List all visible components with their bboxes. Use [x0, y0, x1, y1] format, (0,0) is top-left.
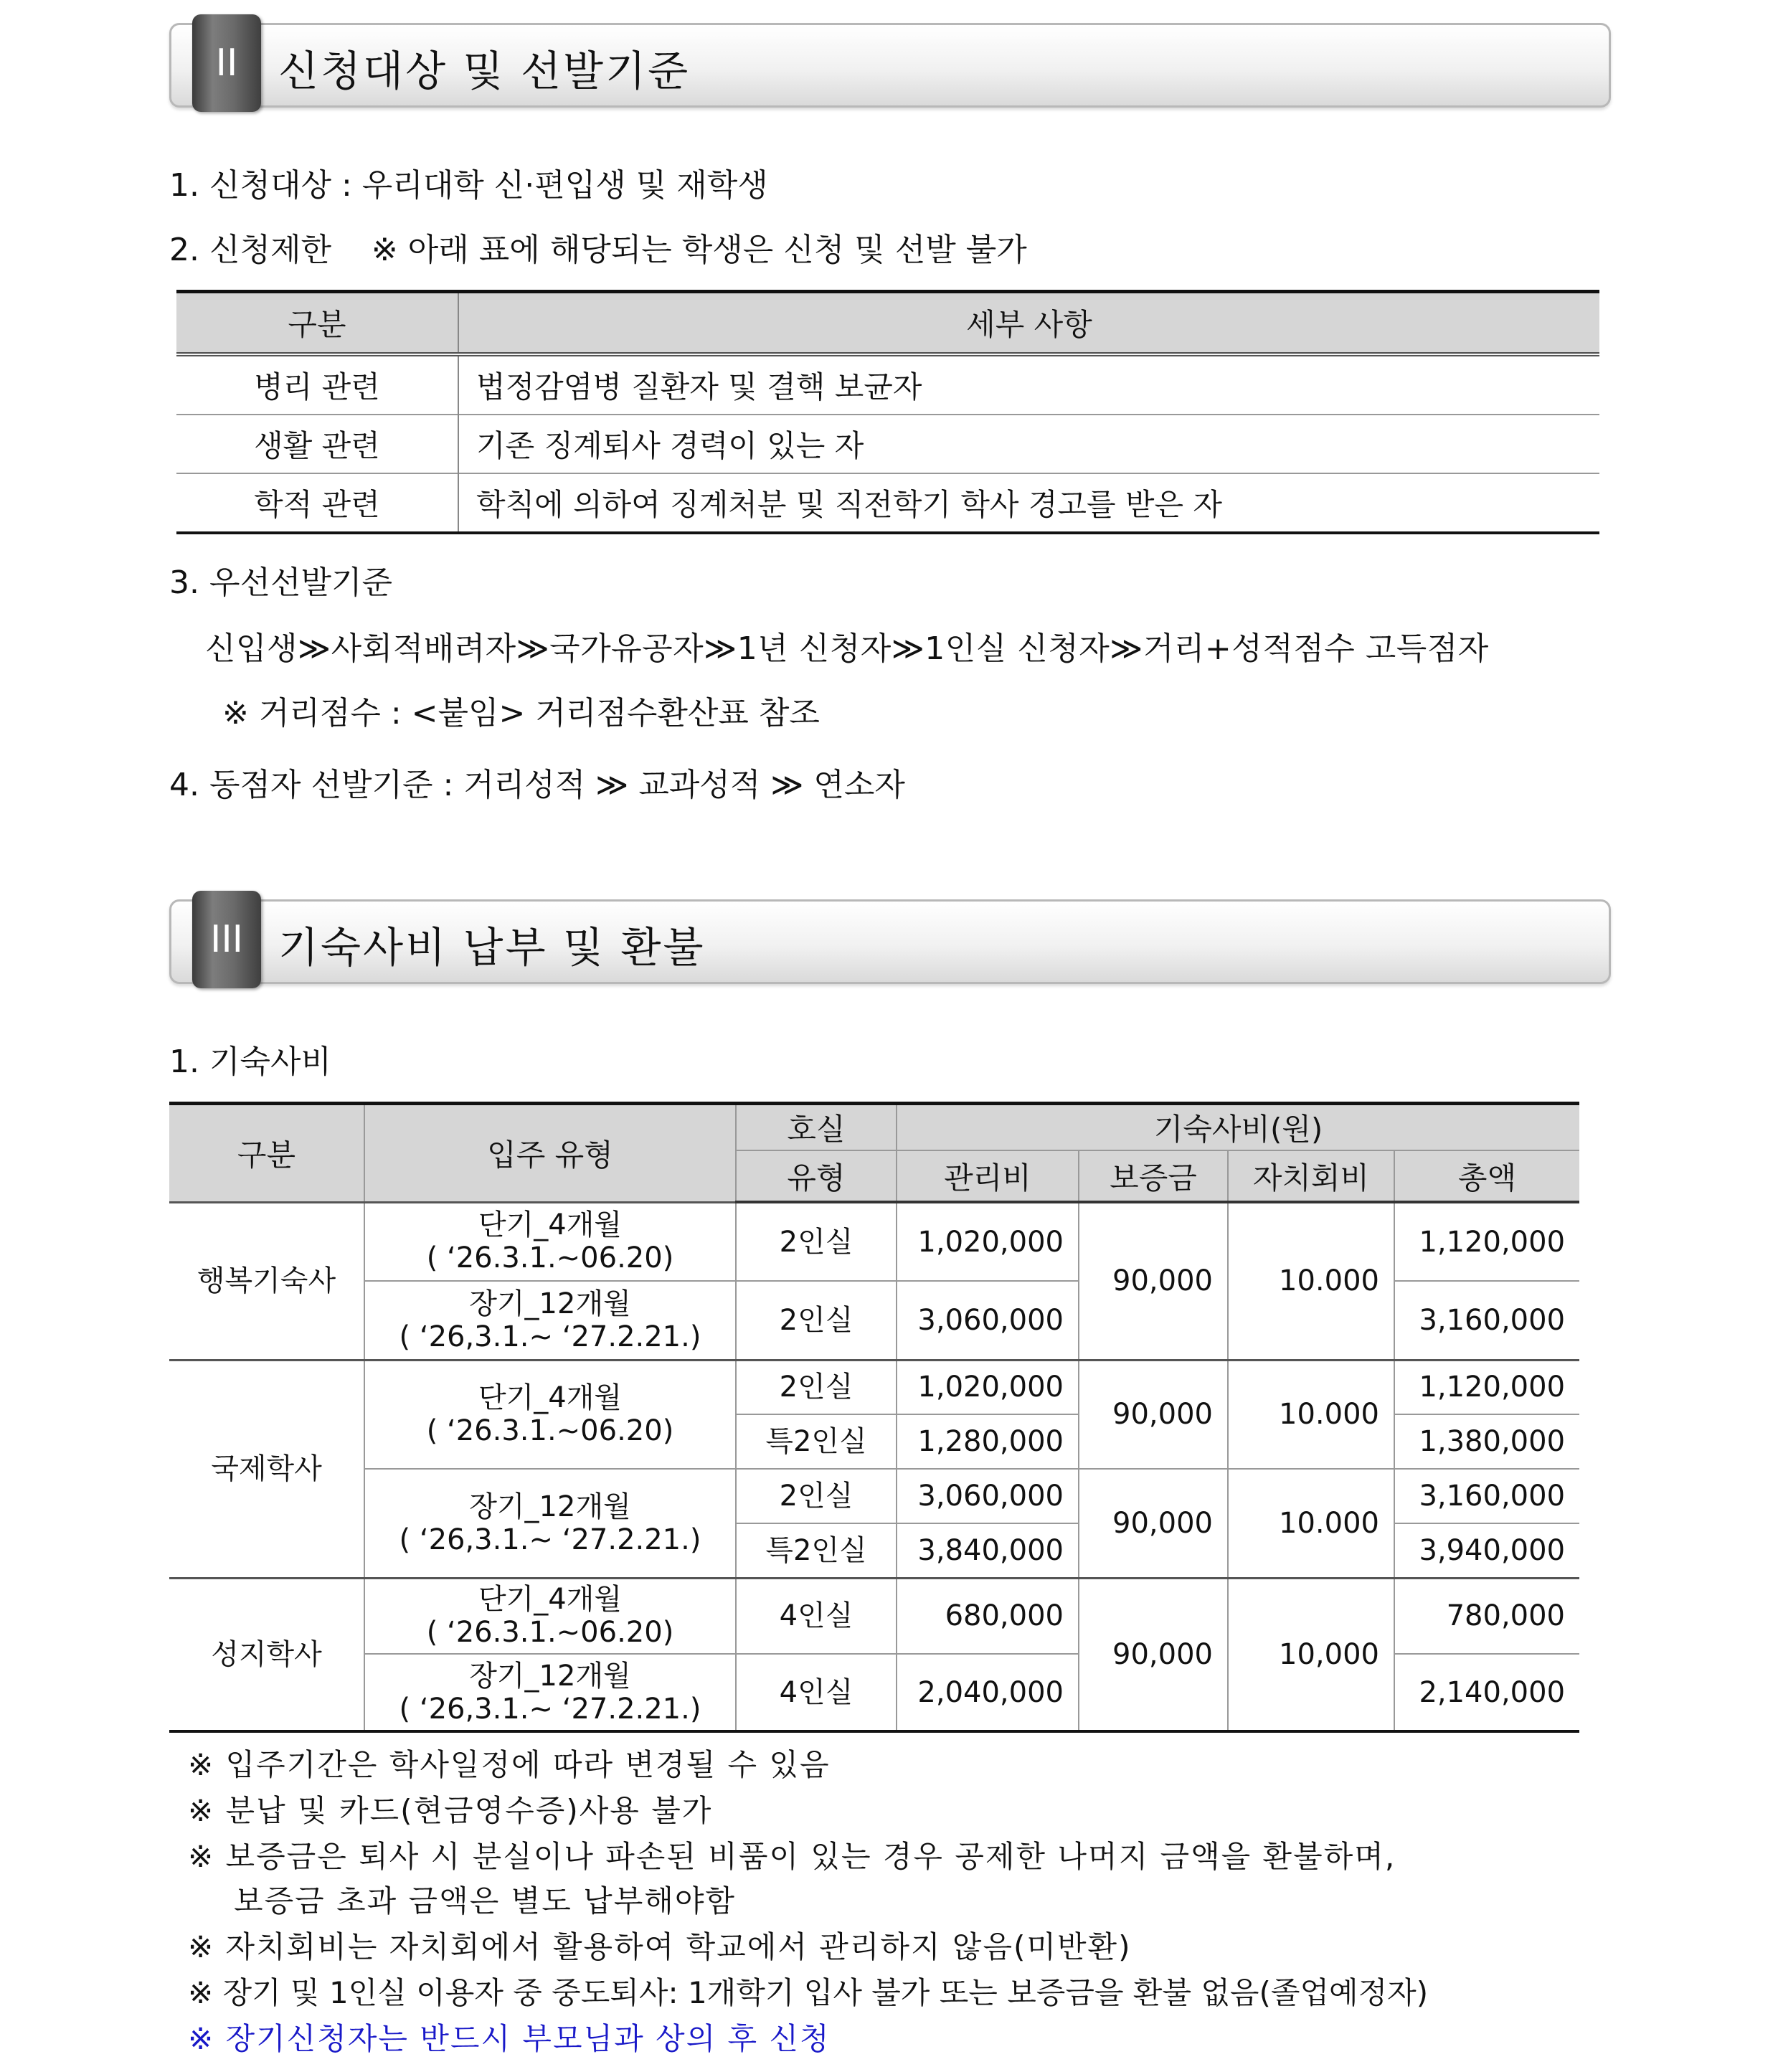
management-fee: 3,840,000 [897, 1523, 1079, 1578]
tie-break-line: 4. 동점자 선발기준 : 거리성적 ≫ 교과성적 ≫ 연소자 [169, 767, 905, 803]
section-3-title: 기숙사비 납부 및 환불 [278, 923, 706, 972]
management-fee: 1,020,000 [897, 1360, 1079, 1414]
note-parent-consult: ※ 장기신청자는 반드시 부모님과 상의 후 신청 [188, 2021, 831, 2056]
stay-type: 단기_4개월 ( ‘26.3.1.~06.20) [364, 1578, 736, 1654]
total-fee: 1,120,000 [1394, 1202, 1579, 1281]
management-fee: 2,040,000 [897, 1654, 1079, 1731]
total-fee: 1,120,000 [1394, 1360, 1579, 1414]
note-period: ※ 입주기간은 학사일정에 따라 변경될 수 있음 [188, 1747, 831, 1782]
management-fee: 1,280,000 [897, 1414, 1079, 1469]
room-type: 특2인실 [736, 1523, 897, 1578]
room-type: 2인실 [736, 1202, 897, 1281]
fee-header-room2: 유형 [736, 1150, 897, 1202]
room-type: 2인실 [736, 1281, 897, 1360]
total-fee: 1,380,000 [1394, 1414, 1579, 1469]
management-fee: 680,000 [897, 1578, 1079, 1654]
total-fee: 3,940,000 [1394, 1523, 1579, 1578]
table-row [169, 1469, 1579, 1523]
room-type: 2인실 [736, 1469, 897, 1523]
section-3-number-tab [192, 891, 261, 988]
section-3-number: III [209, 918, 243, 961]
council-fee: 10.000 [1228, 1202, 1394, 1360]
fee-header-mgmt: 관리비 [897, 1150, 1079, 1202]
fee-header-fee: 기숙사비(원) [897, 1104, 1579, 1151]
table-row [176, 415, 1599, 473]
deposit: 90,000 [1079, 1202, 1228, 1360]
council-fee: 10.000 [1228, 1360, 1394, 1469]
fee-heading: 1. 기숙사비 [169, 1044, 331, 1080]
restriction-category: 학적 관련 [176, 473, 458, 533]
table-row [169, 1360, 1579, 1414]
eligibility-line: 1. 신청대상 : 우리대학 신·편입생 및 재학생 [169, 167, 768, 204]
restriction-header-detail: 세부 사항 [458, 292, 1599, 355]
total-fee: 2,140,000 [1394, 1654, 1579, 1731]
room-type: 특2인실 [736, 1414, 897, 1469]
dorm-name-gukje: 국제학사 [169, 1360, 364, 1578]
stay-type: 단기_4개월 ( ‘26.3.1.~06.20) [364, 1202, 736, 1281]
room-type: 2인실 [736, 1360, 897, 1414]
dorm-name-haengbok: 행복기숙사 [169, 1202, 364, 1360]
restriction-header-category: 구분 [176, 292, 458, 355]
dorm-name-seongji: 성지학사 [169, 1578, 364, 1731]
total-fee: 3,160,000 [1394, 1469, 1579, 1523]
council-fee: 10,000 [1228, 1578, 1394, 1731]
section-2-number-tab [192, 14, 261, 112]
restriction-detail: 법정감염병 질환자 및 결핵 보균자 [458, 354, 1599, 415]
section-2-title: 신청대상 및 선발기준 [278, 47, 691, 95]
deposit: 90,000 [1079, 1360, 1228, 1469]
deposit: 90,000 [1079, 1469, 1228, 1578]
table-row [169, 1202, 1579, 1281]
note-deposit-extra: 보증금 초과 금액은 별도 납부해야함 [234, 1883, 736, 1919]
management-fee: 1,020,000 [897, 1202, 1079, 1281]
dormitory-fee-table [169, 1102, 1579, 1733]
restriction-detail: 학칙에 의하여 징계처분 및 직전학기 학사 경고를 받은 자 [458, 473, 1599, 533]
restriction-line: 2. 신청제한 ※ 아래 표에 해당되는 학생은 신청 및 선발 불가 [169, 232, 1027, 268]
table-row [176, 473, 1599, 533]
management-fee: 3,060,000 [897, 1281, 1079, 1360]
note-withdrawal: ※ 장기 및 1인실 이용자 중 중도퇴사: 1개학기 입사 불가 또는 보증금을 환불 없음(졸업예정자) [188, 1975, 1429, 2010]
fee-header-deposit: 보증금 [1079, 1150, 1228, 1202]
table-row [176, 354, 1599, 415]
distance-score-note: ※ 거리점수 : <붙임> 거리점수환산표 참조 [222, 695, 820, 732]
restriction-detail: 기존 징계퇴사 경력이 있는 자 [458, 415, 1599, 473]
note-payment: ※ 분납 및 카드(현금영수증)사용 불가 [188, 1793, 713, 1828]
stay-type: 장기_12개월 ( ‘26,3.1.~ ‘27.2.21.) [364, 1654, 736, 1731]
room-type: 4인실 [736, 1578, 897, 1654]
fee-header-total: 총액 [1394, 1150, 1579, 1202]
priority-detail: 신입생≫사회적배려자≫국가유공자≫1년 신청자≫1인실 신청자≫거리+성적점수 고득점자 [205, 630, 1489, 667]
total-fee: 3,160,000 [1394, 1281, 1579, 1360]
restriction-category: 생활 관련 [176, 415, 458, 473]
total-fee: 780,000 [1394, 1578, 1579, 1654]
fee-header-type: 입주 유형 [364, 1104, 736, 1203]
fee-header-category: 구분 [169, 1104, 364, 1203]
stay-type: 단기_4개월 ( ‘26.3.1.~06.20) [364, 1360, 736, 1469]
note-deposit: ※ 보증금은 퇴사 시 분실이나 파손된 비품이 있는 경우 공제한 나머지 금액을 환불하며, [188, 1839, 1396, 1874]
restriction-table [176, 290, 1599, 534]
deposit: 90,000 [1079, 1578, 1228, 1731]
room-type: 4인실 [736, 1654, 897, 1731]
fee-header-room1: 호실 [736, 1104, 897, 1151]
table-row [169, 1578, 1579, 1654]
stay-type: 장기_12개월 ( ‘26,3.1.~ ‘27.2.21.) [364, 1469, 736, 1578]
priority-heading: 3. 우선선발기준 [169, 564, 392, 601]
note-council: ※ 자치회비는 자치회에서 활용하여 학교에서 관리하지 않음(미반환) [188, 1929, 1132, 1964]
section-2-number: II [215, 42, 238, 85]
management-fee: 3,060,000 [897, 1469, 1079, 1523]
stay-type: 장기_12개월 ( ‘26,3.1.~ ‘27.2.21.) [364, 1281, 736, 1360]
council-fee: 10.000 [1228, 1469, 1394, 1578]
restriction-category: 병리 관련 [176, 354, 458, 415]
fee-header-council: 자치회비 [1228, 1150, 1394, 1202]
